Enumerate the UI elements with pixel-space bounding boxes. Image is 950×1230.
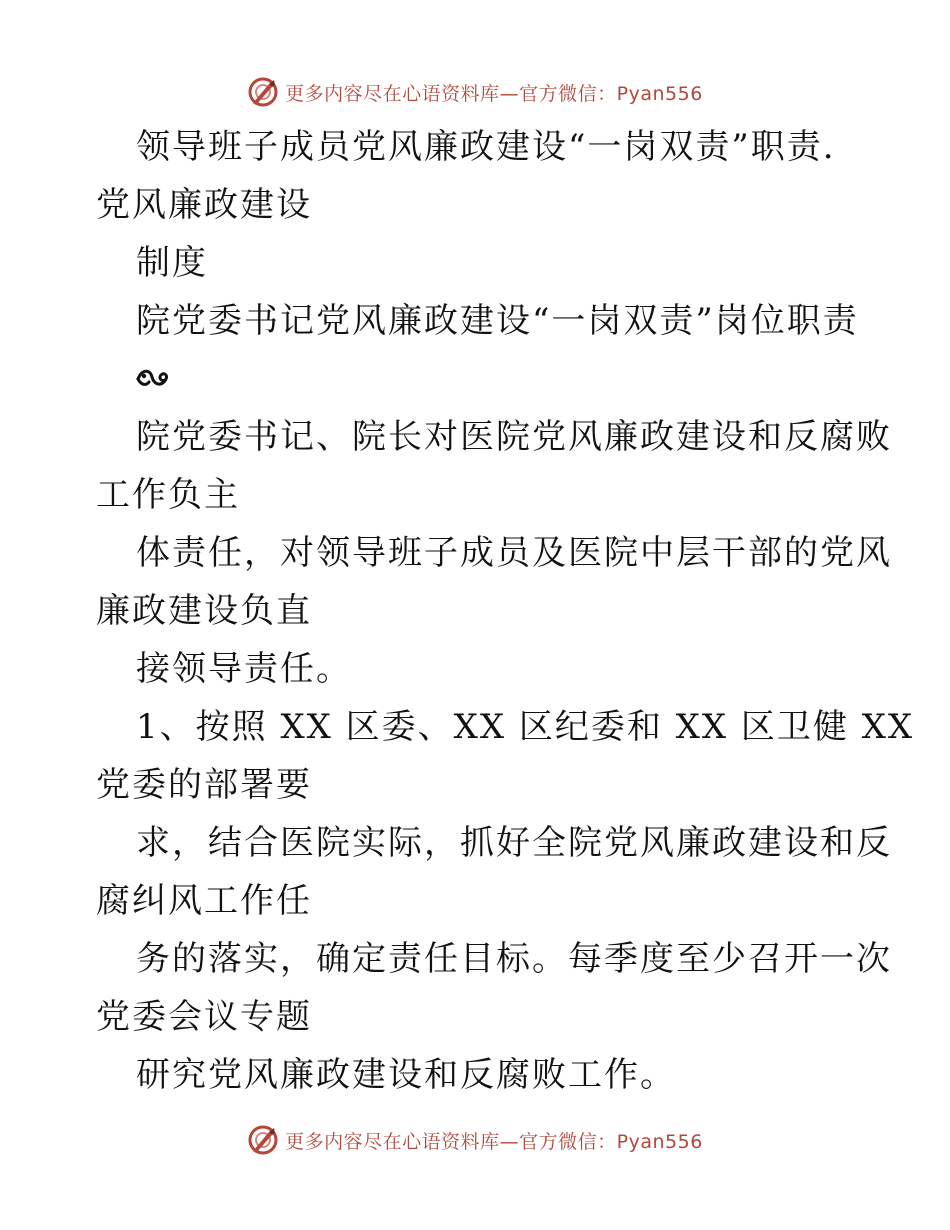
paragraph-line: 党委会议专题 — [96, 997, 312, 1037]
pen-logo-icon — [247, 1124, 279, 1156]
paragraph-line: 廉政建设负直 — [96, 591, 312, 631]
paragraph-line: 院党委书记、院长对医院党风廉政建设和反腐败 — [136, 417, 892, 457]
paragraph-line: 接领导责任。 — [136, 649, 352, 689]
paragraph-line: 制度 — [136, 243, 208, 283]
paragraph-line: 院党委书记党风廉政建设“一岗双责”岗位职责 — [136, 301, 859, 341]
paragraph-line: 1、按照 XX 区委、XX 区纪委和 XX 区卫健 XX — [136, 707, 915, 747]
document-body — [96, 118, 915, 1104]
watermark-text: 更多内容尽在心语资料库—官方微信：Pyan556 — [285, 1130, 703, 1153]
paragraph-line: 体责任，对领导班子成员及医院中层干部的党风 — [136, 533, 892, 573]
paragraph-line: 务的落实，确定责任目标。每季度至少召开一次 — [136, 939, 892, 979]
paragraph-line: 腐纠风工作任 — [96, 881, 312, 921]
paragraph-line: 领导班子成员党风廉政建设“一岗双责”职责. — [136, 127, 836, 167]
watermark-text: 更多内容尽在心语资料库—官方微信：Pyan556 — [285, 82, 703, 105]
pen-logo-icon — [247, 76, 279, 108]
watermark-footer — [0, 1120, 950, 1160]
paragraph-line: 求，结合医院实际，抓好全院党风廉政建设和反 — [136, 823, 892, 863]
paragraph-line: 研究党风廉政建设和反腐败工作。 — [136, 1055, 676, 1095]
paragraph-line: 工作负主 — [96, 475, 240, 515]
paragraph-line: 党风廉政建设 — [96, 185, 312, 225]
fleuron-icon — [96, 350, 856, 408]
watermark-header — [0, 72, 950, 112]
paragraph-line: 党委的部署要 — [96, 765, 312, 805]
